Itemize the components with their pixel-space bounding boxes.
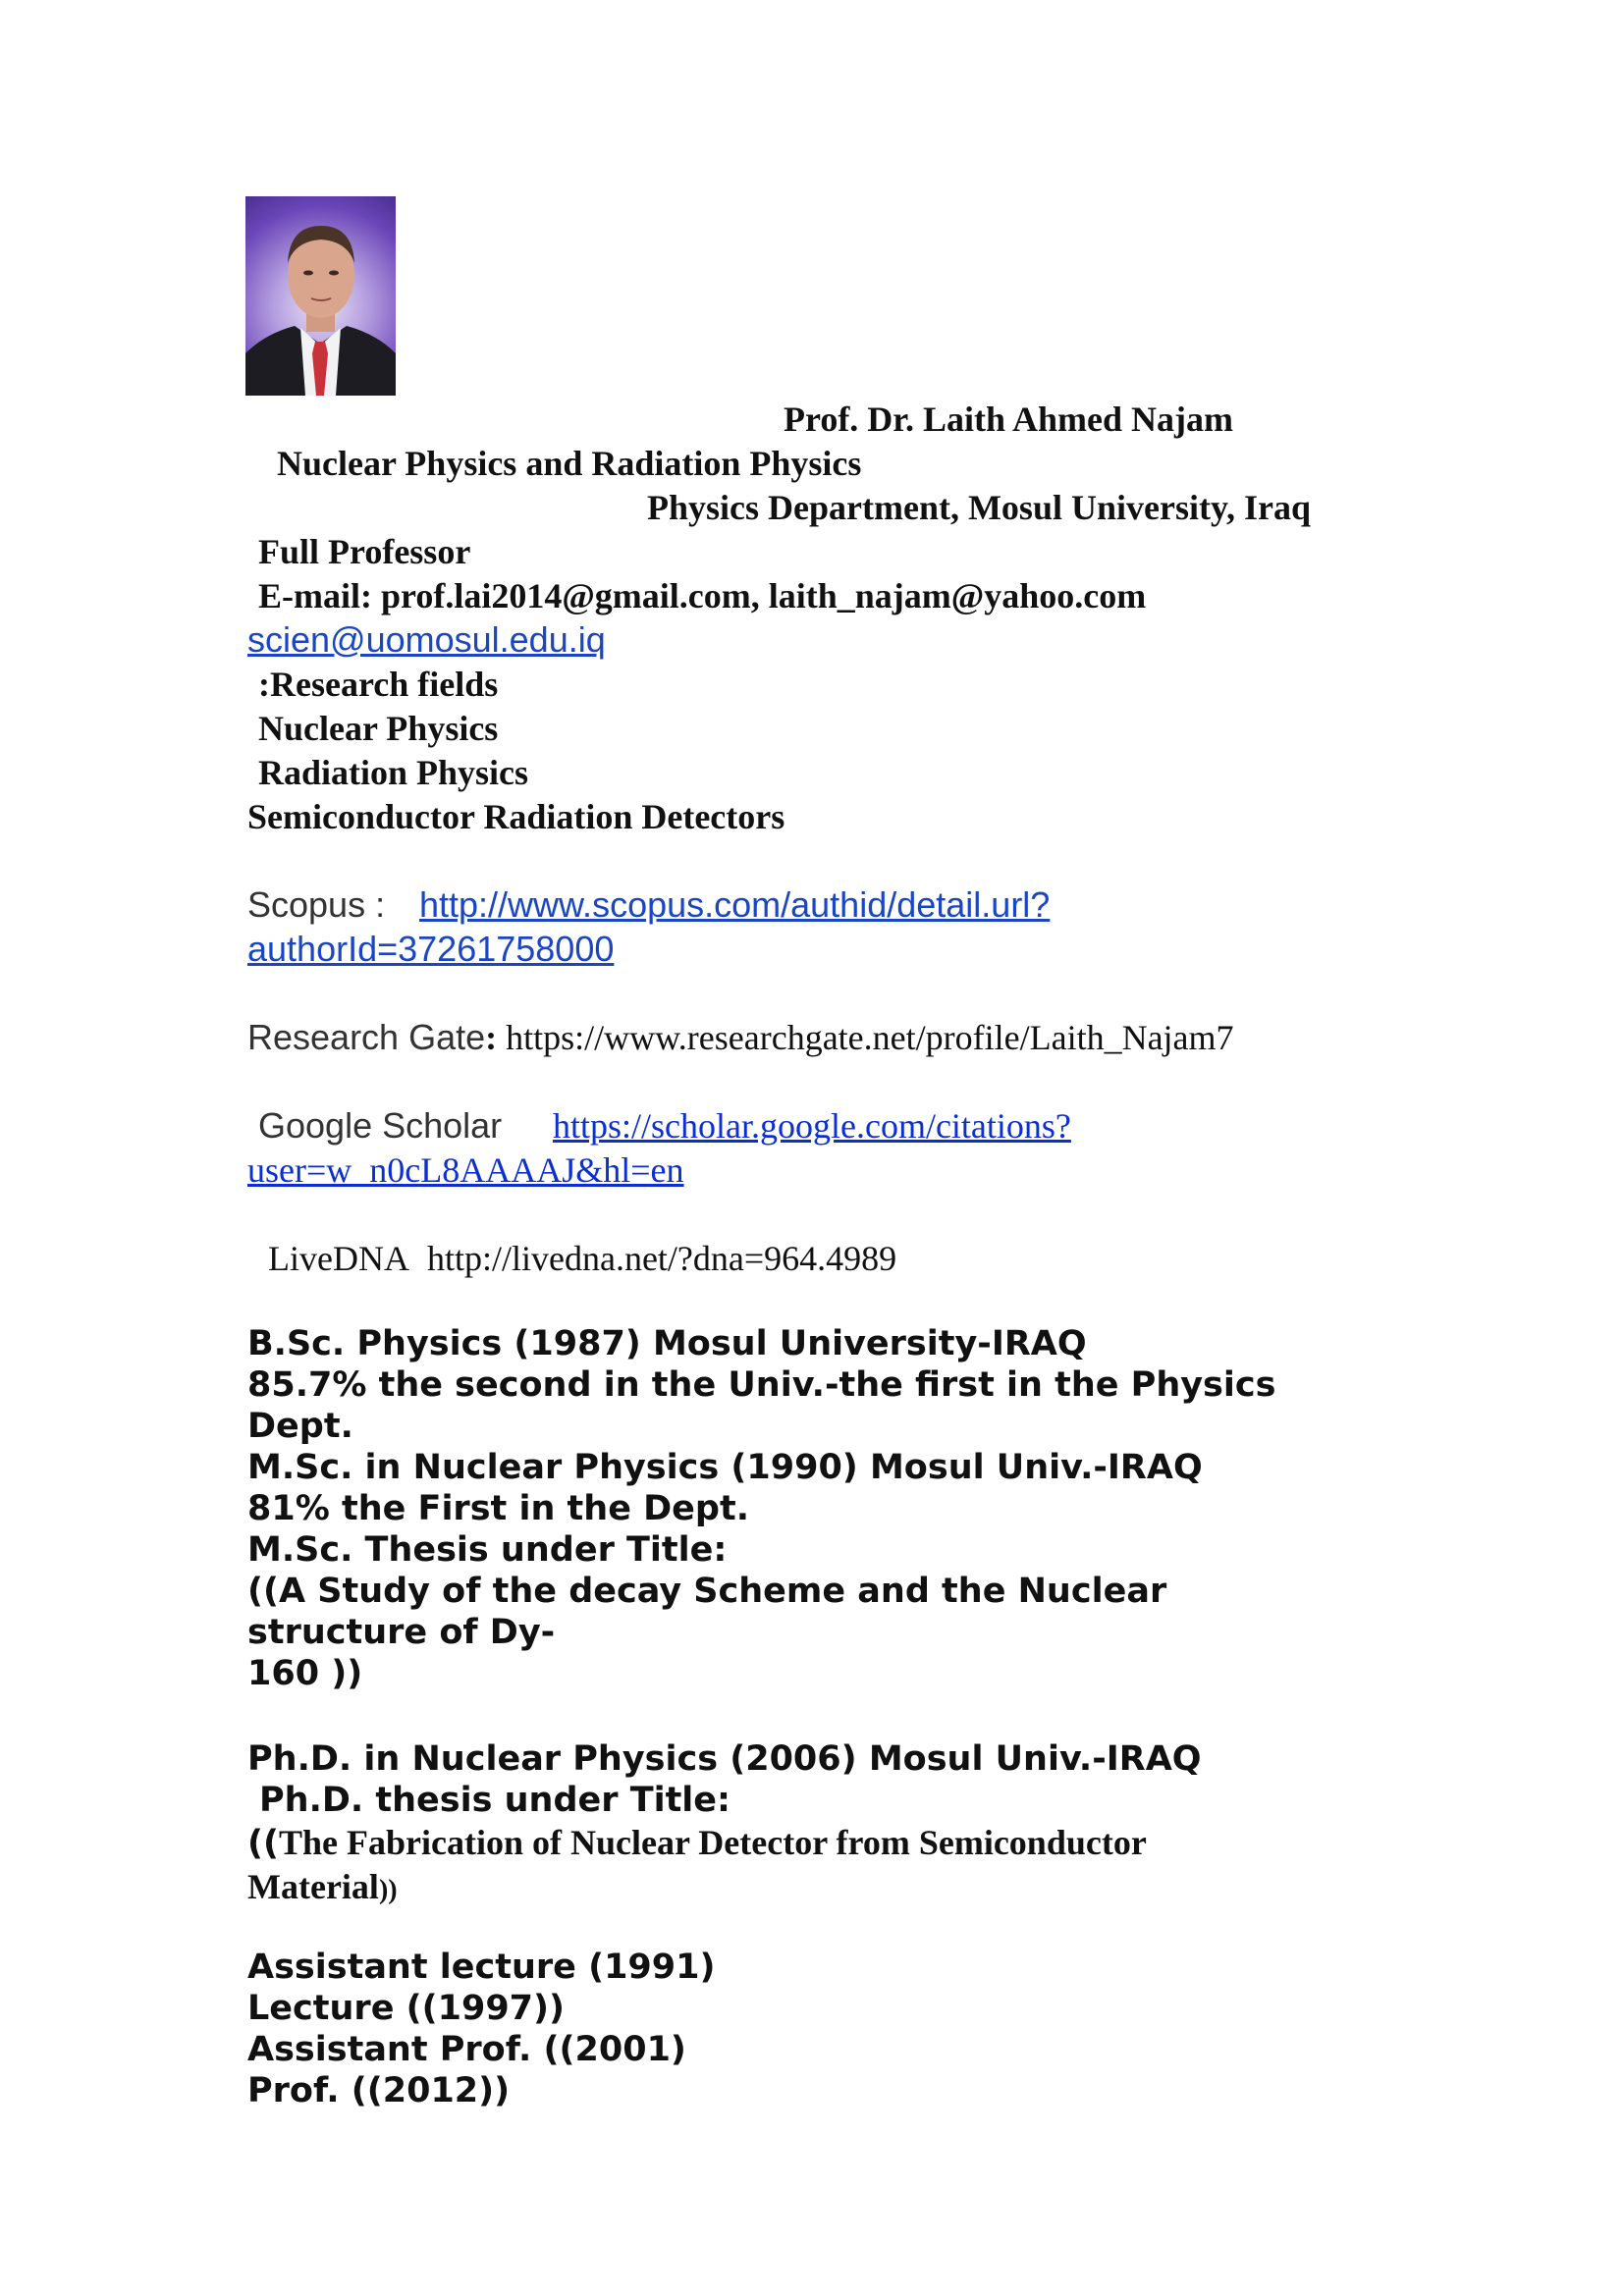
person-name: Prof. Dr. Laith Ahmed Najam (784, 400, 1233, 439)
research-gate-colon: : (485, 1018, 498, 1057)
msc-thesis-title-end: 160 )) (247, 1654, 363, 1693)
bsc-detail: 85.7% the second in the Univ.-the first in the Physics (247, 1365, 1276, 1405)
phd-thesis-text: The Fabrication of Nuclear Detector from Semiconductor (279, 1823, 1147, 1862)
scopus-link-continued[interactable]: authorId=37261758000 (247, 929, 615, 969)
livedna-url[interactable]: http://livedna.net/?dna=964.4989 (426, 1239, 897, 1278)
research-gate-label: Research Gate (247, 1017, 486, 1057)
phd-thesis-open-paren: (( (247, 1824, 279, 1863)
research-field-item: Semiconductor Radiation Detectors (247, 797, 785, 836)
google-scholar-link-continued[interactable]: user=w_n0cL8AAAAJ&hl=en (247, 1150, 684, 1190)
scopus-link[interactable]: http://www.scopus.com/authid/detail.url? (419, 884, 1051, 925)
phd-thesis-title (247, 1825, 1147, 1861)
phd-line: Ph.D. in Nuclear Physics (2006) Mosul Univ.-IRAQ (247, 1739, 1202, 1779)
msc-thesis-title: ((A Study of the decay Scheme and the Nuclear (247, 1572, 1167, 1611)
bsc-detail-continued: Dept. (247, 1407, 353, 1446)
bsc-line: B.Sc. Physics (1987) Mosul University-IRAQ (247, 1324, 1087, 1363)
livedna-row (268, 1241, 896, 1276)
specialty: Nuclear Physics and Radiation Physics (277, 444, 862, 483)
research-fields-heading: :Research fields (258, 665, 499, 704)
phd-thesis-text-end: Material (247, 1867, 379, 1906)
livedna-label: LiveDNA (268, 1239, 409, 1278)
research-gate-url[interactable]: https://www.researchgate.net/profile/Laith_Najam7 (506, 1018, 1234, 1057)
google-scholar-label: Google Scholar (258, 1105, 503, 1146)
email-line: E-mail: prof.lai2014@gmail.com, laith_najam@yahoo.com (258, 576, 1147, 615)
research-field-item: Nuclear Physics (258, 709, 499, 748)
academic-rank: Full Professor (258, 532, 471, 571)
profile-photo (245, 196, 396, 396)
msc-detail: 81% the First in the Dept. (247, 1489, 749, 1528)
msc-thesis-heading: M.Sc. Thesis under Title: (247, 1530, 728, 1570)
career-item: Assistant lecture (1991) (247, 1948, 716, 1987)
email-link[interactable]: scien@uomosul.edu.iq (247, 619, 606, 660)
career-item: Assistant Prof. ((2001) (247, 2030, 686, 2069)
msc-thesis-title-continued: structure of Dy- (247, 1613, 556, 1652)
research-gate-row (247, 1017, 1234, 1057)
research-field-item: Radiation Physics (258, 753, 529, 792)
scopus-label: Scopus : (247, 884, 386, 925)
career-item: Prof. ((2012)) (247, 2071, 511, 2110)
career-item: Lecture ((1997)) (247, 1989, 566, 2028)
phd-thesis-close-paren: )) (378, 1875, 398, 1905)
phd-thesis-heading: Ph.D. thesis under Title: (259, 1781, 731, 1820)
msc-line: M.Sc. in Nuclear Physics (1990) Mosul Univ.-IRAQ (247, 1448, 1203, 1487)
phd-thesis-title-continued (247, 1869, 398, 1904)
department: Physics Department, Mosul University, Iraq (647, 488, 1311, 527)
google-scholar-link[interactable]: https://scholar.google.com/citations? (553, 1106, 1071, 1146)
